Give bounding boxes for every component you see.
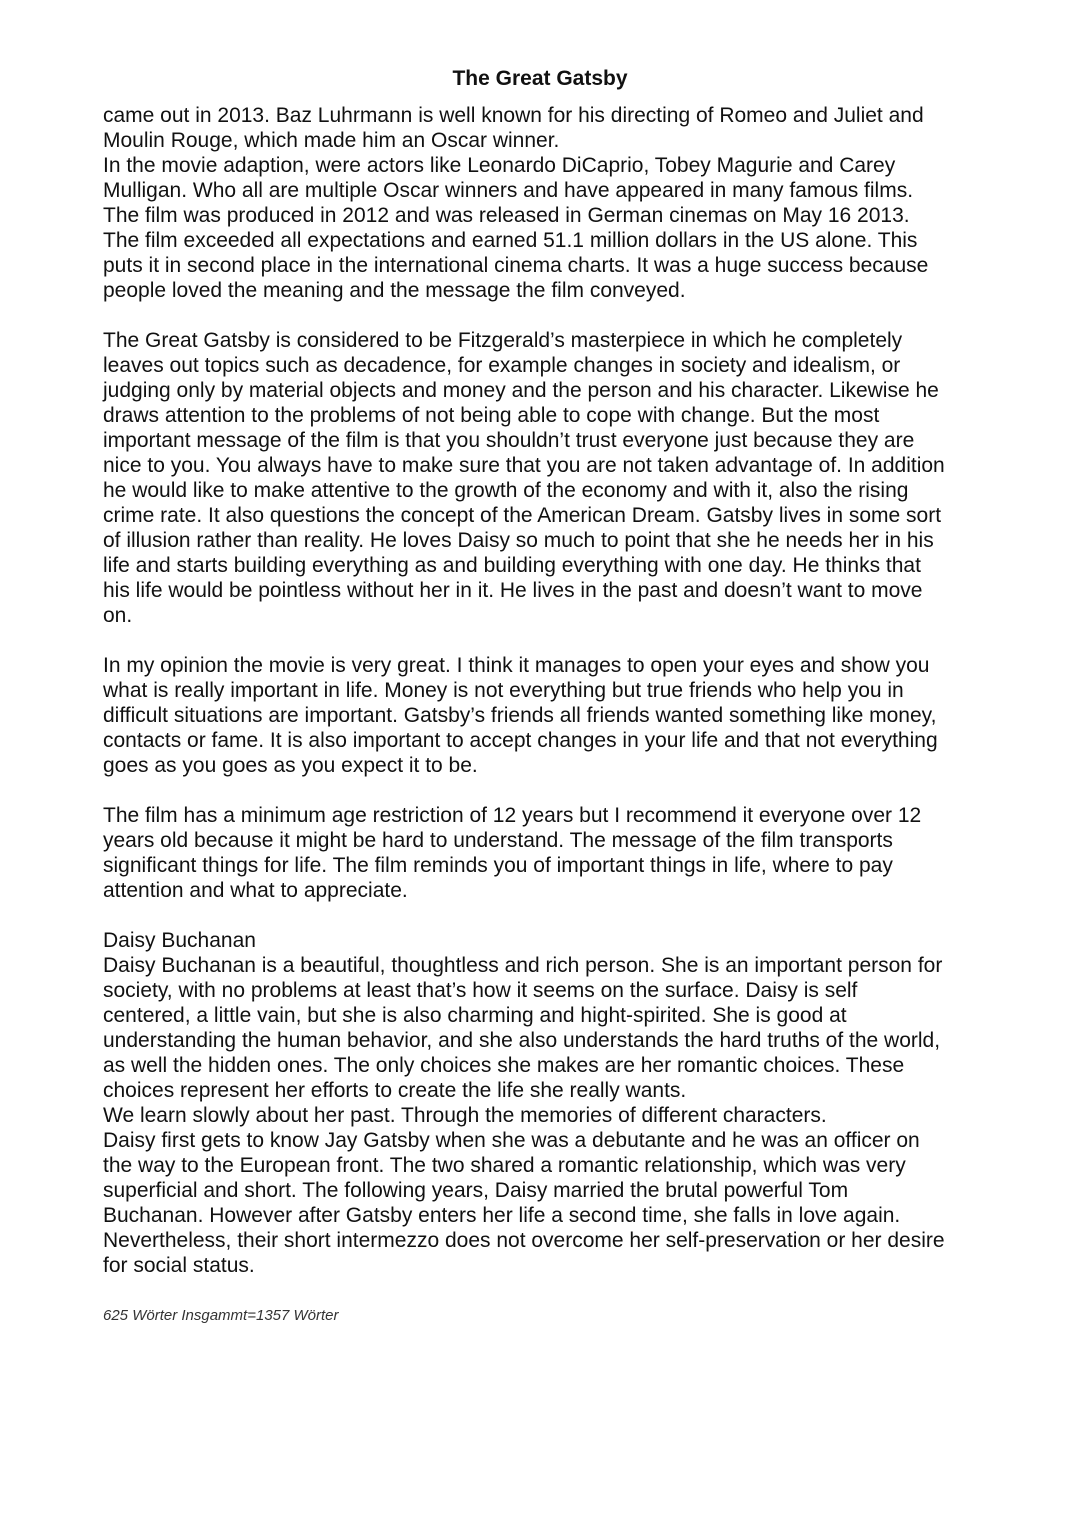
text-line: understanding the human behavior, and she also understands the hard truths of the world, bbox=[103, 1029, 941, 1052]
text-line: attention and what to appreciate. bbox=[103, 879, 408, 902]
text-line: people loved the meaning and the message the film conveyed. bbox=[103, 279, 686, 302]
text-line: In my opinion the movie is very great. I think it manages to open your eyes and show you bbox=[103, 654, 930, 677]
text-line: leaves out topics such as decadence, for example changes in society and idealism, or bbox=[103, 354, 901, 377]
page-title: The Great Gatsby bbox=[452, 67, 628, 90]
text-line: The film exceeded all expectations and earned 51.1 million dollars in the US alone. This bbox=[103, 229, 918, 252]
text-line: for social status. bbox=[103, 1254, 255, 1277]
section-heading: Daisy Buchanan bbox=[103, 929, 256, 952]
text-line: Daisy first gets to know Jay Gatsby when she was a debutante and he was an officer on bbox=[103, 1129, 920, 1152]
text-line: on. bbox=[103, 604, 133, 627]
text-line: contacts or fame. It is also important to accept changes in your life and that not everything bbox=[103, 729, 938, 752]
text-line: difficult situations are important. Gatsby’s friends all friends wanted something like money, bbox=[103, 704, 937, 727]
text-line: judging only by material objects and money and the person and his character. Likewise he bbox=[103, 379, 939, 402]
text-line: centered, a little vain, but she is also charming and hight-spirited. She is good at bbox=[103, 1004, 847, 1027]
paragraph-daisy-buchanan bbox=[103, 928, 1003, 1278]
text-line: life and starts building everything as and building everything with one day. He thinks that bbox=[103, 554, 921, 577]
text-line: years old because it might be hard to understand. The message of the film transports bbox=[103, 829, 893, 852]
text-line: significant things for life. The film reminds you of important things in life, where to pay bbox=[103, 854, 893, 877]
text-line: as well the hidden ones. The only choices she makes are her romantic choices. These bbox=[103, 1054, 905, 1077]
paragraph-opinion bbox=[103, 653, 1003, 778]
paragraph-age-restriction bbox=[103, 803, 1003, 903]
text-line: We learn slowly about her past. Through the memories of different characters. bbox=[103, 1104, 827, 1127]
word-count-note: 625 Wörter Insgammt=1357 Wörter bbox=[103, 1307, 339, 1324]
text-line: In the movie adaption, were actors like Leonardo DiCaprio, Tobey Magurie and Carey bbox=[103, 154, 896, 177]
text-line: goes as you goes as you expect it to be. bbox=[103, 754, 478, 777]
text-line: crime rate. It also questions the concept of the American Dream. Gatsby lives in some sort bbox=[103, 504, 942, 527]
text-line: nice to you. You always have to make sure that you are not taken advantage of. In addition bbox=[103, 454, 945, 477]
text-line: The film has a minimum age restriction of 12 years but I recommend it everyone over 12 bbox=[103, 804, 922, 827]
text-line: draws attention to the problems of not being able to cope with change. But the most bbox=[103, 404, 880, 427]
text-line: Buchanan. However after Gatsby enters her life a second time, she falls in love again. bbox=[103, 1204, 901, 1227]
text-line: superficial and short. The following years, Daisy married the brutal powerful Tom bbox=[103, 1179, 849, 1202]
text-line: puts it in second place in the international cinema charts. It was a huge success because bbox=[103, 254, 929, 277]
document-body bbox=[103, 103, 1003, 1303]
text-line: Daisy Buchanan is a beautiful, thoughtless and rich person. She is an important person for bbox=[103, 954, 943, 977]
text-line: the way to the European front. The two shared a romantic relationship, which was very bbox=[103, 1154, 906, 1177]
text-line: choices represent her efforts to create the life she really wants. bbox=[103, 1079, 687, 1102]
text-line: his life would be pointless without her in it. He lives in the past and doesn’t want to move bbox=[103, 579, 923, 602]
text-line: what is really important in life. Money is not everything but true friends who help you in bbox=[103, 679, 904, 702]
text-line: The film was produced in 2012 and was released in German cinemas on May 16 2013. bbox=[103, 204, 910, 227]
paragraph-film-release bbox=[103, 103, 1003, 303]
text-line: came out in 2013. Baz Luhrmann is well known for his directing of Romeo and Juliet and bbox=[103, 104, 924, 127]
text-line: The Great Gatsby is considered to be Fitzgerald’s masterpiece in which he completely bbox=[103, 329, 903, 352]
text-line: of illusion rather than reality. He loves Daisy so much to point that she he needs her in his bbox=[103, 529, 934, 552]
text-line: important message of the film is that you shouldn’t trust everyone just because they are bbox=[103, 429, 915, 452]
text-line: Moulin Rouge, which made him an Oscar winner. bbox=[103, 129, 560, 152]
text-line: Mulligan. Who all are multiple Oscar winners and have appeared in many famous films. bbox=[103, 179, 914, 202]
text-line: he would like to make attentive to the growth of the economy and with it, also the rising bbox=[103, 479, 909, 502]
paragraph-themes bbox=[103, 328, 1003, 628]
text-line: society, with no problems at least that’s how it seems on the surface. Daisy is self bbox=[103, 979, 858, 1002]
text-line: Nevertheless, their short intermezzo does not overcome her self-preservation or her desire bbox=[103, 1229, 945, 1252]
